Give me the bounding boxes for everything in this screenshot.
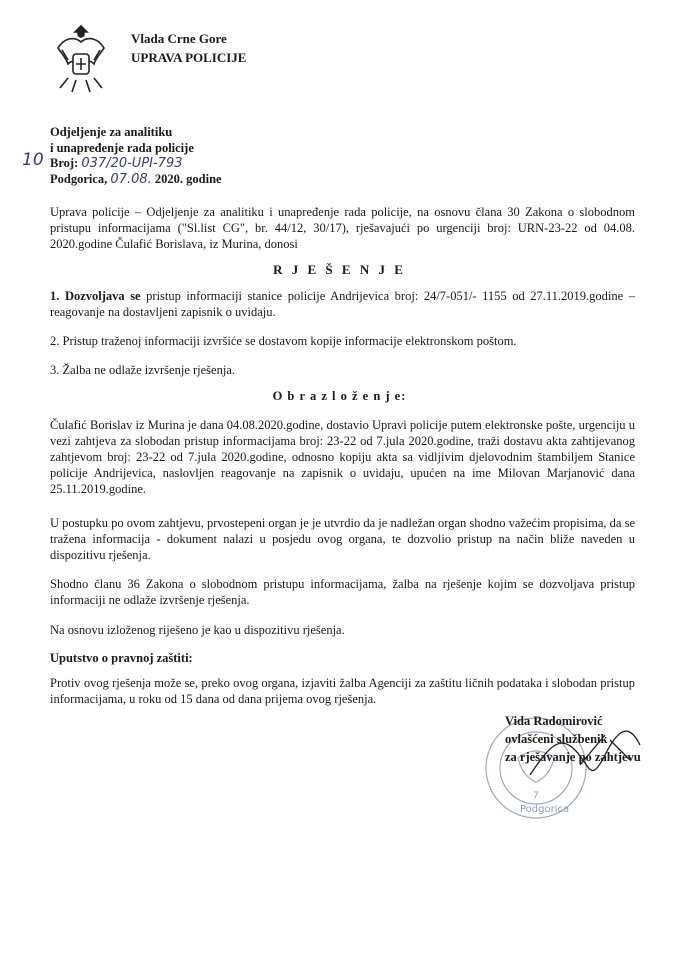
legal-remedy-text: Protiv ovog rješenja može se, preko ovog organa, izjaviti žalba Agenciji za zaštitu ličnih podataka i slobodan pristup informacijama, u roku od 15 dana od dana prijema ovog rješenja. — [50, 676, 635, 706]
organization-header — [131, 29, 246, 67]
reference-label: Broj: — [50, 156, 79, 170]
place-date-line — [50, 172, 222, 188]
reference-number-handwritten: 037/20-UPI-793 — [81, 156, 183, 171]
margin-handwritten-number: 10 — [22, 150, 44, 170]
coat-of-arms-icon — [50, 20, 112, 100]
signatory-role-line2: za rješavanje po zahtjevu — [505, 750, 641, 764]
reasoning-paragraph-2: U postupku po ovom zahtjevu, prvostepeni organ je je utvrdio da je nadležan organ shodno važećim propisima, da se tražena informacija - dokument nalazi u posjedu ovog organa, te dozvolio pristup na način bliže naveden u dispozitivu rješenja. — [50, 516, 635, 562]
legal-remedy-title: Uputstvo o pravnoj zaštiti: — [50, 651, 193, 665]
government-name: Vlada Crne Gore — [131, 31, 227, 46]
reasoning-title: O b r a z l o ž e n j e: — [272, 389, 407, 403]
decision-title: R J E Š E N J E — [273, 262, 406, 277]
police-directorate-name: UPRAVA POLICIJE — [131, 50, 247, 65]
handwritten-signature-icon — [520, 705, 670, 795]
reference-number-line — [50, 156, 222, 172]
reasoning-paragraph-1: Čulafić Borislav iz Murina je dana 04.08.2020.godine, dostavio Upravi policije putem elektronske pošte, urgenciju u vezi zahtjeva za slobodan pristup informacijama broj: 23-22 od 7.jula 2020.godine, traži dostavu akta zahtijevanog zahtjevom broj: 23-22 od 7.jula 2020.godine, odnosno kopiju akta sa vidljivim djelovodnim štambiljem Stanice policije Andrijevica, naslovljen reagovanje na zapisnik o uvidaju, upućen na ime Milovan Marjanović dana 25.11.2019.godine. — [50, 418, 635, 496]
dispositive-item-2: 2. Pristup traženoj informaciji izvršiće se dostavom kopije informacije elektronskom poštom. — [50, 334, 517, 348]
item1-bold-text: Dozvoljava se — [64, 289, 141, 303]
intro-paragraph: Uprava policije – Odjeljenje za analitiku i unapređenje rada policije, na osnovu člana 30 Zakona o slobodnom pristupu informacijama ("Sl.list CG", br. 44/12, 30/17), rješavajući po urgenciji broj: URN-23-22 od 04.08. 2020.godine Čulafić Borislava, iz Murina, donosi — [50, 205, 635, 251]
item1-text: pristup informaciji stanice policije Andrijevica broj: 24/7-051/- 1155 od 27.11.2019.godine – reagovanje na dostavljeni zapisnik o uvidaju. — [50, 289, 636, 319]
reasoning-paragraph-4: Na osnovu izloženog riješeno je kao u dispozitivu rješenja. — [50, 623, 345, 637]
item1-number: 1. — [50, 289, 60, 303]
dispositive-item-1 — [50, 288, 635, 320]
stamp-mark-text: 7 — [533, 791, 539, 801]
place-label: Podgorica, — [50, 171, 108, 186]
department-line1: Odjeljenje za analitiku — [50, 125, 173, 139]
date-handwritten: 07.08. — [110, 171, 152, 187]
stamp-city-text: Podgorica — [520, 804, 570, 815]
signatory-name: Vida Radomirović — [505, 714, 603, 728]
department-line2: i unapređenje rada policije — [50, 140, 194, 155]
date-suffix: 2020. godine — [154, 171, 222, 186]
signatory-role-line1: ovlašćeni službenik — [505, 732, 608, 746]
dispositive-item-3: 3. Žalba ne odlaže izvršenje rješenja. — [50, 363, 235, 377]
reasoning-paragraph-3: Shodno članu 36 Zakona o slobodnom pristupu informacijama, žalba na rješenje kojim se dozvoljava pristup informaciji ne odlaže izvršenje rješenja. — [50, 577, 635, 607]
department-block — [50, 125, 222, 187]
